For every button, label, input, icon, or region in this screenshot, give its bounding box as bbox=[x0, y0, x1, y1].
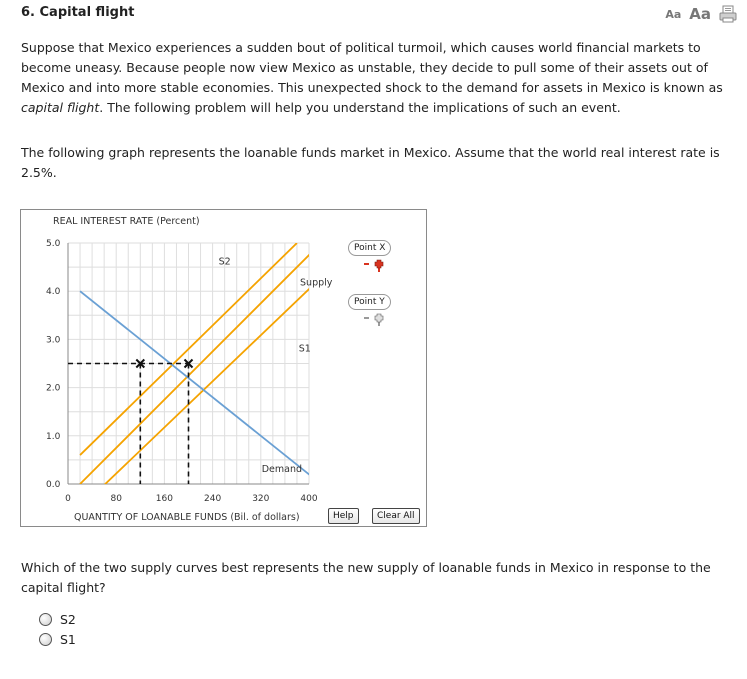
y-tick-label: 0.0 bbox=[46, 480, 61, 490]
point-x-tool-icon[interactable] bbox=[364, 256, 384, 272]
curve-label-demand: Demand bbox=[261, 463, 303, 475]
scenario-paragraph: Suppose that Mexico experiences a sudden bout of political turmoil, which causes world financial markets to become uneasy. Because people now view Mexico as unstable, they decide to pull some of their assets out of Mexico and into more stable economies. This unexpected shock to the demand for assets in Mexico is known as capital flight. The following problem will help you understand the implications of such an event. bbox=[21, 40, 723, 115]
help-button[interactable]: Help bbox=[328, 508, 359, 524]
y-tick-label: 1.0 bbox=[46, 431, 61, 442]
point-y-tool-icon[interactable] bbox=[364, 310, 384, 326]
x-axis-title: QUANTITY OF LOANABLE FUNDS (Bil. of dollars) bbox=[74, 512, 300, 523]
option-s2-radio[interactable] bbox=[39, 613, 52, 626]
curve-label-supply: Supply bbox=[300, 277, 333, 289]
clear-all-button[interactable]: Clear All bbox=[372, 508, 420, 524]
x-tick-label: 0 bbox=[65, 494, 71, 504]
x-tick-label: 160 bbox=[155, 494, 173, 504]
option-s2-label: S2 bbox=[60, 612, 76, 627]
point-x-tool[interactable]: Point X bbox=[348, 240, 391, 256]
x-tick-label: 320 bbox=[252, 494, 270, 504]
option-s1-radio[interactable] bbox=[39, 633, 52, 646]
point-y-tool[interactable]: Point Y bbox=[348, 294, 391, 310]
option-s1[interactable] bbox=[39, 632, 76, 647]
decrease-font-button[interactable]: Aa bbox=[665, 7, 682, 21]
question-title: 6. Capital flight bbox=[21, 5, 135, 20]
y-tick-label: 4.0 bbox=[46, 287, 61, 298]
y-tick-label: 5.0 bbox=[46, 239, 61, 249]
option-s2[interactable] bbox=[39, 612, 76, 627]
y-tick-label: 3.0 bbox=[46, 335, 61, 346]
question-prompt: Which of the two supply curves best represents the new supply of loanable funds in Mexico in response to the capital flight? bbox=[21, 560, 711, 595]
capital-flight-term: capital flight bbox=[21, 100, 100, 115]
x-tick-label: 240 bbox=[204, 494, 222, 504]
x-tick-label: 400 bbox=[300, 494, 318, 504]
display-tools bbox=[665, 4, 737, 24]
curve-label-s1: S1 bbox=[298, 343, 311, 355]
x-tick-label: 80 bbox=[110, 494, 122, 504]
y-tick-label: 2.0 bbox=[46, 383, 61, 394]
curve-label-s2: S2 bbox=[218, 256, 231, 268]
graph-panel bbox=[20, 209, 427, 527]
y-axis-title: REAL INTEREST RATE (Percent) bbox=[53, 216, 200, 227]
option-s1-label: S1 bbox=[60, 632, 76, 647]
increase-font-button[interactable]: Aa bbox=[689, 5, 711, 23]
print-icon[interactable] bbox=[719, 5, 737, 23]
graph-intro-paragraph: The following graph represents the loanable funds market in Mexico. Assume that the world real interest rate is 2.5%. bbox=[21, 145, 720, 180]
